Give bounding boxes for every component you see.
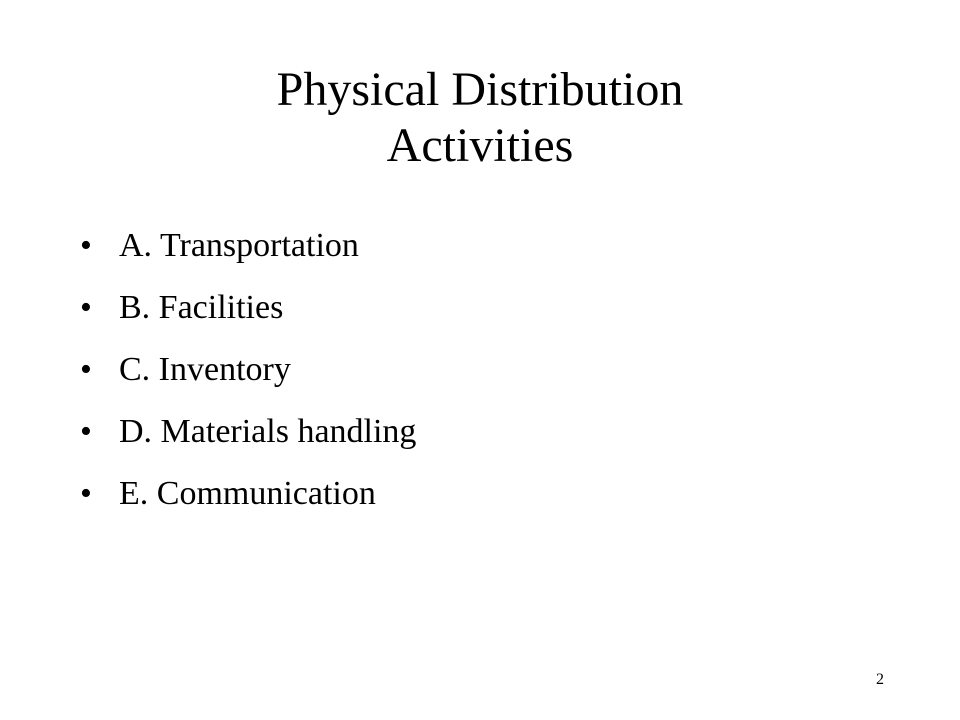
bullet-item-inventory	[80, 339, 416, 401]
bullet-symbol: •	[80, 413, 92, 450]
slide-title-line-2: Activities	[386, 119, 574, 172]
bullet-symbol: •	[80, 475, 92, 512]
page-number: 2	[876, 671, 884, 688]
bullet-item-materials-handling	[80, 401, 416, 463]
bullet-text: C. Inventory	[119, 351, 291, 388]
bullet-item-communication	[80, 463, 416, 525]
bullet-symbol: •	[80, 351, 92, 388]
bullet-text: D. Materials handling	[119, 413, 417, 450]
slide-title-line-1: Physical Distribution	[276, 63, 684, 116]
bullet-symbol: •	[80, 227, 92, 264]
bullet-text: B. Facilities	[119, 289, 284, 326]
bullet-item-facilities	[80, 277, 416, 339]
bullet-text: E. Communication	[119, 475, 376, 512]
bullet-list	[80, 215, 416, 525]
slide-title	[0, 62, 960, 174]
bullet-text: A. Transportation	[119, 227, 359, 264]
bullet-item-transportation	[80, 215, 416, 277]
bullet-symbol: •	[80, 289, 92, 326]
